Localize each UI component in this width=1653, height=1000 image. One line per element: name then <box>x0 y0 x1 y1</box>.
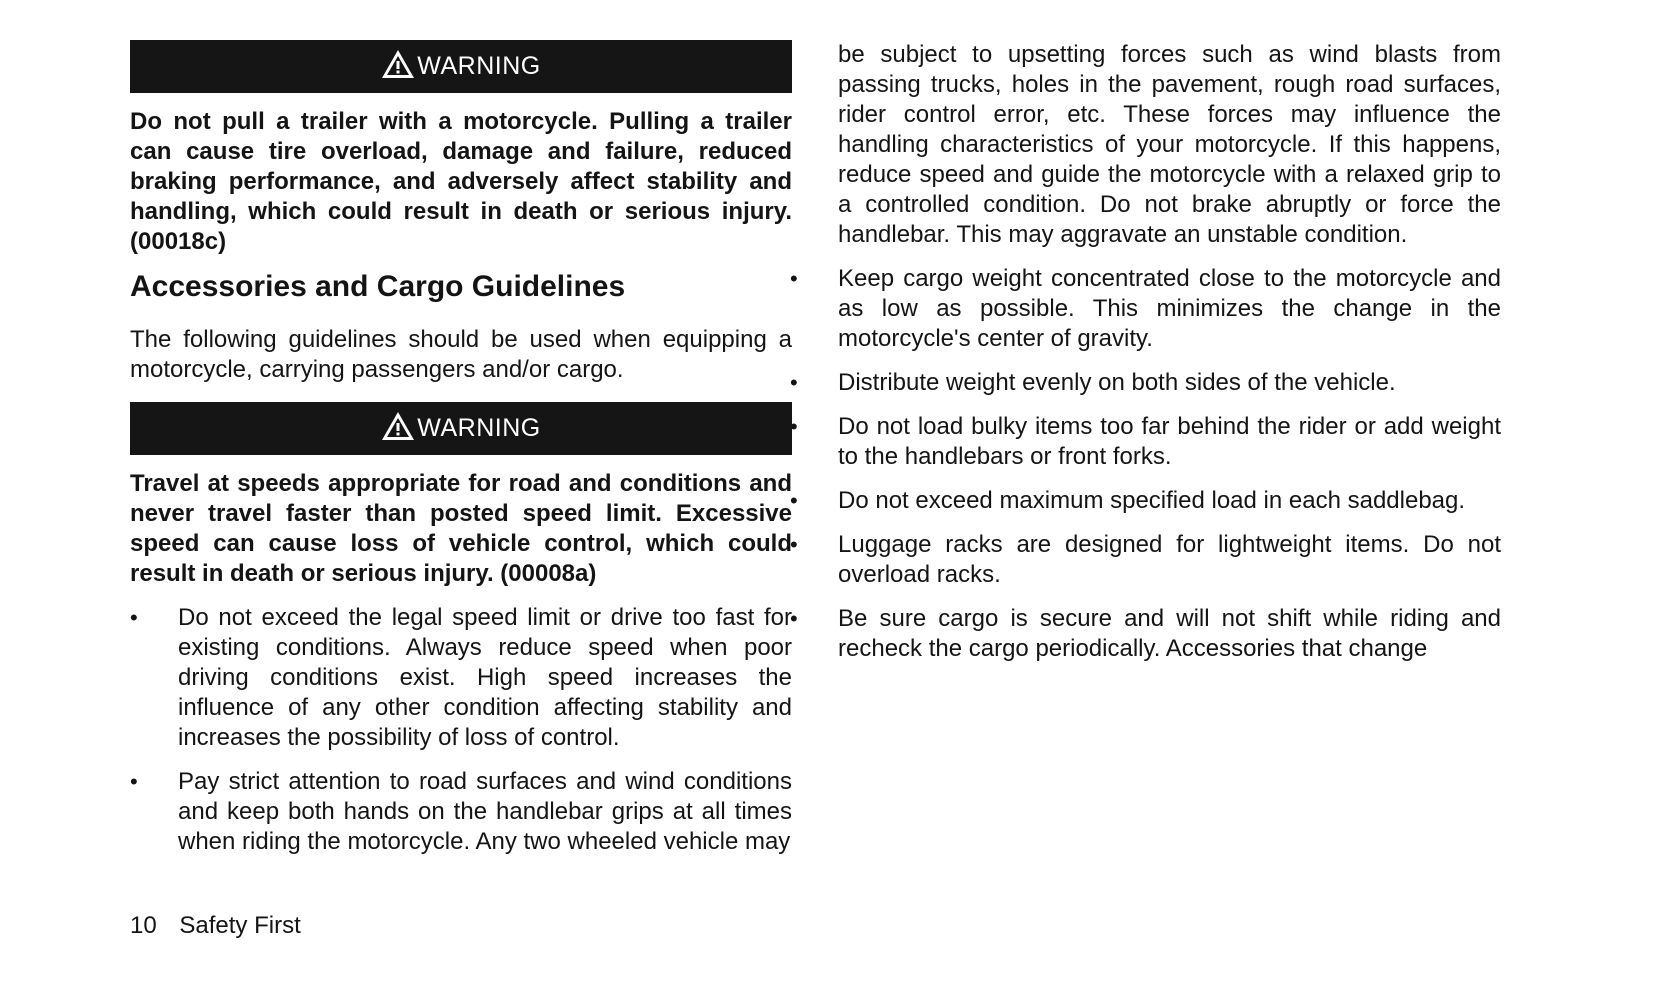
bullet-text: Pay strict attention to road surfaces and wind conditions and keep both hands on the handlebar grips at all times when riding the motorcycle. Any two wheeled vehicle may <box>178 768 792 855</box>
bullet-item <box>790 412 1501 472</box>
bullet-item <box>790 604 1501 664</box>
warning-triangle-icon <box>381 49 415 79</box>
bullet-icon: • <box>790 532 798 557</box>
bullet-text: Keep cargo weight concentrated close to the motorcycle and as low as possible. This minimizes the change in the motorcycle's center of gravity. <box>838 265 1501 352</box>
bullet-icon: • <box>130 769 138 794</box>
bullet-list <box>790 264 1501 664</box>
bullet-icon: • <box>790 488 798 513</box>
bullet-item <box>790 530 1501 590</box>
warning-banner <box>130 40 792 93</box>
intro-paragraph: The following guidelines should be used when equipping a motorcycle, carrying passengers and/or cargo. <box>130 326 792 383</box>
page-number: 10 <box>130 912 157 939</box>
left-column <box>130 40 792 857</box>
warning-banner <box>130 402 792 455</box>
page-footer <box>130 912 301 940</box>
bullet-text: Do not exceed the legal speed limit or drive too fast for existing conditions. Always reduce speed when poor driving conditions exist. High speed increases the influence of any other condition affecting stability and increases the possibility of loss of control. <box>178 604 792 751</box>
bullet-item <box>130 603 792 753</box>
bullet-icon: • <box>790 414 798 439</box>
bullet-icon: • <box>790 266 798 291</box>
bullet-text: Do not exceed maximum specified load in each saddlebag. <box>838 487 1466 514</box>
warning-text: Do not pull a trailer with a motorcycle. Pulling a trailer can cause tire overload, damage and failure, reduced braking performance, and adversely affect stability and handling, which could result in death or serious injury. (00018c) <box>130 108 792 255</box>
bullet-icon: • <box>130 605 138 630</box>
bullet-text: Be sure cargo is secure and will not shift while riding and recheck the cargo periodically. Accessories that change <box>838 605 1501 662</box>
bullet-item <box>130 767 792 857</box>
bullet-item <box>790 264 1501 354</box>
bullet-item <box>790 368 1501 398</box>
bullet-text: Do not load bulky items too far behind the rider or add weight to the handlebars or front forks. <box>838 413 1501 470</box>
warning-label: WARNING <box>417 414 541 442</box>
bullet-item <box>790 486 1501 516</box>
section-heading: Accessories and Cargo Guidelines <box>130 270 626 303</box>
bullet-text: Distribute weight evenly on both sides of the vehicle. <box>838 369 1396 396</box>
bullet-icon: • <box>790 606 798 631</box>
warning-label: WARNING <box>417 52 541 80</box>
continuation-paragraph: be subject to upsetting forces such as wind blasts from passing trucks, holes in the pavement, rough road surfaces, rider control error, etc. These forces may influence the handling characteristics of your motorcycle. If this happens, reduce speed and guide the motorcycle with a relaxed grip to a controlled condition. Do not brake abruptly or force the handlebar. This may aggravate an unstable condition. <box>838 41 1501 248</box>
warning-triangle-icon <box>381 411 415 441</box>
footer-section-title: Safety First <box>179 912 301 939</box>
bullet-text: Luggage racks are designed for lightweight items. Do not overload racks. <box>838 531 1501 588</box>
warning-text: Travel at speeds appropriate for road and conditions and never travel faster than posted speed limit. Excessive speed can cause loss of vehicle control, which could result in death or serious injury. (00008a) <box>130 470 792 587</box>
bullet-icon: • <box>790 370 798 395</box>
bullet-list <box>130 603 792 857</box>
right-column <box>790 40 1501 664</box>
